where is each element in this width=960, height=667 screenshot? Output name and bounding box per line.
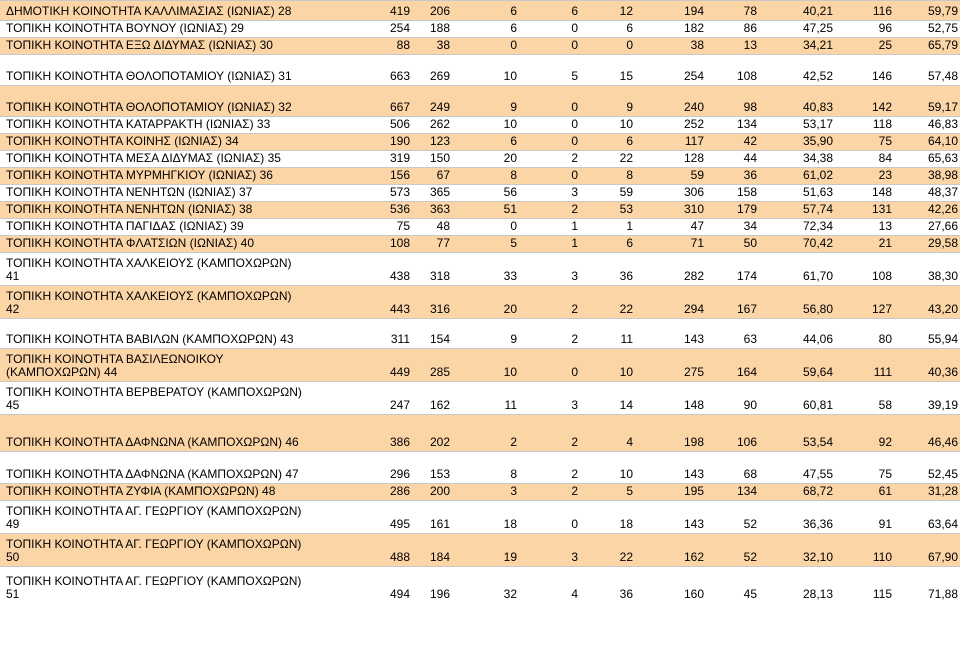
value-cell: 449 [316,349,414,382]
value-cell: 2 [452,415,519,452]
value-cell: 42,26 [894,202,960,219]
value-cell: 86 [706,21,759,38]
community-name-cell: ΤΟΠΙΚΗ ΚΟΙΝΟΤΗΤΑ ΑΓ. ΓΕΩΡΓΙΟΥ (ΚΑΜΠΟΧΩΡΩΝ) 51 [0,567,316,603]
value-cell: 0 [519,349,580,382]
value-cell: 143 [635,452,706,484]
value-cell: 67,90 [894,534,960,567]
value-cell: 59,79 [894,1,960,21]
value-cell: 71 [635,236,706,253]
value-cell: 262 [414,117,452,134]
value-cell: 88 [316,38,414,55]
value-cell: 29,58 [894,236,960,253]
table-row [0,253,960,286]
value-cell: 56 [452,185,519,202]
community-name-cell: ΤΟΠΙΚΗ ΚΟΙΝΟΤΗΤΑ ΜΕΣΑ ΔΙΔΥΜΑΣ (ΙΩΝΙΑΣ) 35 [0,151,316,168]
value-cell: 78 [706,1,759,21]
community-name-cell: ΤΟΠΙΚΗ ΚΟΙΝΟΤΗΤΑ ΕΞΩ ΔΙΔΥΜΑΣ (ΙΩΝΙΑΣ) 30 [0,38,316,55]
value-cell: 148 [835,185,894,202]
value-cell: 110 [835,534,894,567]
value-cell: 0 [519,168,580,185]
table-row [0,319,960,349]
table-row [0,484,960,501]
value-cell: 6 [519,1,580,21]
value-cell: 252 [635,117,706,134]
value-cell: 106 [706,415,759,452]
value-cell: 27,66 [894,219,960,236]
community-name-cell: ΤΟΠΙΚΗ ΚΟΙΝΟΤΗΤΑ ΜΥΡΜΗΓΚΙΟΥ (ΙΩΝΙΑΣ) 36 [0,168,316,185]
value-cell: 60,81 [759,382,835,415]
value-cell: 32 [452,567,519,603]
value-cell: 6 [452,134,519,151]
value-cell: 28,13 [759,567,835,603]
value-cell: 108 [706,55,759,86]
value-cell: 59 [580,185,635,202]
value-cell: 13 [835,219,894,236]
value-cell: 38 [635,38,706,55]
value-cell: 311 [316,319,414,349]
table-row [0,382,960,415]
value-cell: 10 [452,349,519,382]
value-cell: 31,28 [894,484,960,501]
value-cell: 5 [452,236,519,253]
value-cell: 15 [580,55,635,86]
value-cell: 2 [519,415,580,452]
community-name-cell: ΤΟΠΙΚΗ ΚΟΙΝΟΤΗΤΑ ΒΑΣΙΛΕΩΝΟΙΚΟΥ (ΚΑΜΠΟΧΩΡΩΝ) 44 [0,349,316,382]
value-cell: 5 [519,55,580,86]
community-name-cell: ΤΟΠΙΚΗ ΚΟΙΝΟΤΗΤΑ ΧΑΛΚΕΙΟΥΣ (ΚΑΜΠΟΧΩΡΩΝ) 41 [0,253,316,286]
community-name-cell: ΤΟΠΙΚΗ ΚΟΙΝΟΤΗΤΑ ΖΥΦΙΑ (ΚΑΜΠΟΧΩΡΩΝ) 48 [0,484,316,501]
value-cell: 52 [706,501,759,534]
value-cell: 23 [835,168,894,185]
value-cell: 184 [414,534,452,567]
value-cell: 153 [414,452,452,484]
value-cell: 506 [316,117,414,134]
value-cell: 55,94 [894,319,960,349]
value-cell: 22 [580,286,635,319]
value-cell: 4 [519,567,580,603]
value-cell: 56,80 [759,286,835,319]
value-cell: 64,10 [894,134,960,151]
value-cell: 0 [519,117,580,134]
value-cell: 363 [414,202,452,219]
value-cell: 63,64 [894,501,960,534]
value-cell: 0 [452,219,519,236]
table-row [0,202,960,219]
value-cell: 38,30 [894,253,960,286]
community-name-cell: ΔΗΜΟΤΙΚΗ ΚΟΙΝΟΤΗΤΑ ΚΑΛΛΙΜΑΣΙΑΣ (ΙΩΝΙΑΣ) 28 [0,1,316,21]
table-row [0,86,960,117]
value-cell: 21 [835,236,894,253]
value-cell: 48,37 [894,185,960,202]
value-cell: 52,75 [894,21,960,38]
value-cell: 167 [706,286,759,319]
value-cell: 123 [414,134,452,151]
value-cell: 194 [635,1,706,21]
value-cell: 1 [580,219,635,236]
value-cell: 154 [414,319,452,349]
value-cell: 2 [519,484,580,501]
value-cell: 0 [519,86,580,117]
value-cell: 67 [414,168,452,185]
value-cell: 0 [452,38,519,55]
value-cell: 75 [316,219,414,236]
table-row [0,38,960,55]
value-cell: 53 [580,202,635,219]
value-cell: 0 [519,21,580,38]
value-cell: 667 [316,86,414,117]
community-name-cell: ΤΟΠΙΚΗ ΚΟΙΝΟΤΗΤΑ ΔΑΦΝΩΝΑ (ΚΑΜΠΟΧΩΡΩΝ) 47 [0,452,316,484]
value-cell: 319 [316,151,414,168]
value-cell: 19 [452,534,519,567]
value-cell: 663 [316,55,414,86]
value-cell: 59 [635,168,706,185]
value-cell: 150 [414,151,452,168]
value-cell: 247 [316,382,414,415]
value-cell: 164 [706,349,759,382]
table-body [0,1,960,603]
table-row [0,567,960,603]
value-cell: 3 [519,253,580,286]
table-row [0,117,960,134]
value-cell: 188 [414,21,452,38]
value-cell: 2 [519,319,580,349]
table-row [0,286,960,319]
community-name-cell: ΤΟΠΙΚΗ ΚΟΙΝΟΤΗΤΑ ΘΟΛΟΠΟΤΑΜΙΟΥ (ΙΩΝΙΑΣ) 31 [0,55,316,86]
value-cell: 18 [580,501,635,534]
value-cell: 8 [580,168,635,185]
value-cell: 143 [635,319,706,349]
value-cell: 275 [635,349,706,382]
value-cell: 53,17 [759,117,835,134]
table-row [0,168,960,185]
value-cell: 286 [316,484,414,501]
table-row [0,501,960,534]
value-cell: 6 [452,21,519,38]
value-cell: 48 [414,219,452,236]
value-cell: 111 [835,349,894,382]
value-cell: 34,21 [759,38,835,55]
value-cell: 443 [316,286,414,319]
value-cell: 22 [580,151,635,168]
value-cell: 294 [635,286,706,319]
value-cell: 57,74 [759,202,835,219]
table-row [0,151,960,168]
value-cell: 143 [635,501,706,534]
value-cell: 6 [580,134,635,151]
value-cell: 160 [635,567,706,603]
value-cell: 36 [580,253,635,286]
value-cell: 161 [414,501,452,534]
value-cell: 45 [706,567,759,603]
value-cell: 6 [452,1,519,21]
community-name-cell: ΤΟΠΙΚΗ ΚΟΙΝΟΤΗΤΑ ΑΓ. ΓΕΩΡΓΙΟΥ (ΚΑΜΠΟΧΩΡΩΝ) 49 [0,501,316,534]
value-cell: 70,42 [759,236,835,253]
community-name-cell: ΤΟΠΙΚΗ ΚΟΙΝΟΤΗΤΑ ΘΟΛΟΠΟΤΑΜΙΟΥ (ΙΩΝΙΑΣ) 32 [0,86,316,117]
value-cell: 96 [835,21,894,38]
value-cell: 5 [580,484,635,501]
value-cell: 3 [519,382,580,415]
value-cell: 36 [706,168,759,185]
value-cell: 148 [635,382,706,415]
table-row [0,534,960,567]
value-cell: 196 [414,567,452,603]
value-cell: 131 [835,202,894,219]
value-cell: 65,63 [894,151,960,168]
value-cell: 296 [316,452,414,484]
value-cell: 40,36 [894,349,960,382]
value-cell: 254 [635,55,706,86]
value-cell: 77 [414,236,452,253]
table-row [0,21,960,38]
value-cell: 36 [580,567,635,603]
value-cell: 316 [414,286,452,319]
community-name-cell: ΤΟΠΙΚΗ ΚΟΙΝΟΤΗΤΑ ΦΛΑΤΣΙΩΝ (ΙΩΝΙΑΣ) 40 [0,236,316,253]
value-cell: 386 [316,415,414,452]
value-cell: 14 [580,382,635,415]
community-name-cell: ΤΟΠΙΚΗ ΚΟΙΝΟΤΗΤΑ ΚΟΙΝΗΣ (ΙΩΝΙΑΣ) 34 [0,134,316,151]
value-cell: 146 [835,55,894,86]
value-cell: 10 [452,55,519,86]
value-cell: 51 [452,202,519,219]
value-cell: 38 [414,38,452,55]
value-cell: 36,36 [759,501,835,534]
value-cell: 573 [316,185,414,202]
value-cell: 115 [835,567,894,603]
value-cell: 200 [414,484,452,501]
value-cell: 10 [580,117,635,134]
value-cell: 13 [706,38,759,55]
community-name-cell: ΤΟΠΙΚΗ ΚΟΙΝΟΤΗΤΑ ΝΕΝΗΤΩΝ (ΙΩΝΙΑΣ) 38 [0,202,316,219]
value-cell: 10 [580,452,635,484]
value-cell: 0 [519,501,580,534]
value-cell: 127 [835,286,894,319]
value-cell: 59,17 [894,86,960,117]
value-cell: 9 [580,86,635,117]
value-cell: 249 [414,86,452,117]
value-cell: 47 [635,219,706,236]
value-cell: 34 [706,219,759,236]
value-cell: 50 [706,236,759,253]
value-cell: 43,20 [894,286,960,319]
value-cell: 9 [452,86,519,117]
value-cell: 34,38 [759,151,835,168]
value-cell: 84 [835,151,894,168]
value-cell: 174 [706,253,759,286]
value-cell: 6 [580,236,635,253]
value-cell: 61 [835,484,894,501]
value-cell: 1 [519,219,580,236]
table-row [0,219,960,236]
value-cell: 25 [835,38,894,55]
value-cell: 75 [835,134,894,151]
value-cell: 58 [835,382,894,415]
value-cell: 40,21 [759,1,835,21]
table-row [0,1,960,21]
value-cell: 10 [580,349,635,382]
value-cell: 254 [316,21,414,38]
value-cell: 61,02 [759,168,835,185]
value-cell: 190 [316,134,414,151]
value-cell: 419 [316,1,414,21]
value-cell: 47,25 [759,21,835,38]
community-name-cell: ΤΟΠΙΚΗ ΚΟΙΝΟΤΗΤΑ ΒΟΥΝΟΥ (ΙΩΝΙΑΣ) 29 [0,21,316,38]
value-cell: 59,64 [759,349,835,382]
value-cell: 8 [452,452,519,484]
value-cell: 488 [316,534,414,567]
value-cell: 0 [580,38,635,55]
value-cell: 2 [519,151,580,168]
value-cell: 306 [635,185,706,202]
value-cell: 46,83 [894,117,960,134]
value-cell: 38,98 [894,168,960,185]
community-name-cell: ΤΟΠΙΚΗ ΚΟΙΝΟΤΗΤΑ ΠΑΓΙΔΑΣ (ΙΩΝΙΑΣ) 39 [0,219,316,236]
value-cell: 32,10 [759,534,835,567]
value-cell: 2 [519,202,580,219]
value-cell: 202 [414,415,452,452]
value-cell: 39,19 [894,382,960,415]
value-cell: 44 [706,151,759,168]
table-row [0,349,960,382]
community-name-cell: ΤΟΠΙΚΗ ΚΟΙΝΟΤΗΤΑ ΝΕΝΗΤΩΝ (ΙΩΝΙΑΣ) 37 [0,185,316,202]
value-cell: 42 [706,134,759,151]
value-cell: 91 [835,501,894,534]
value-cell: 92 [835,415,894,452]
value-cell: 9 [452,319,519,349]
community-name-cell: ΤΟΠΙΚΗ ΚΟΙΝΟΤΗΤΑ ΒΕΡΒΕΡΑΤΟΥ (ΚΑΜΠΟΧΩΡΩΝ) 45 [0,382,316,415]
value-cell: 68 [706,452,759,484]
value-cell: 57,48 [894,55,960,86]
value-cell: 116 [835,1,894,21]
value-cell: 108 [316,236,414,253]
value-cell: 90 [706,382,759,415]
value-cell: 2 [519,452,580,484]
value-cell: 11 [580,319,635,349]
value-cell: 117 [635,134,706,151]
value-cell: 12 [580,1,635,21]
community-name-cell: ΤΟΠΙΚΗ ΚΟΙΝΟΤΗΤΑ ΔΑΦΝΩΝΑ (ΚΑΜΠΟΧΩΡΩΝ) 46 [0,415,316,452]
value-cell: 51,63 [759,185,835,202]
value-cell: 195 [635,484,706,501]
community-name-cell: ΤΟΠΙΚΗ ΚΟΙΝΟΤΗΤΑ ΑΓ. ΓΕΩΡΓΙΟΥ (ΚΑΜΠΟΧΩΡΩΝ) 50 [0,534,316,567]
value-cell: 0 [519,38,580,55]
value-cell: 47,55 [759,452,835,484]
value-cell: 310 [635,202,706,219]
value-cell: 494 [316,567,414,603]
value-cell: 158 [706,185,759,202]
value-cell: 42,52 [759,55,835,86]
value-cell: 536 [316,202,414,219]
value-cell: 33 [452,253,519,286]
value-cell: 134 [706,117,759,134]
value-cell: 134 [706,484,759,501]
value-cell: 63 [706,319,759,349]
value-cell: 68,72 [759,484,835,501]
value-cell: 156 [316,168,414,185]
value-cell: 52 [706,534,759,567]
value-cell: 44,06 [759,319,835,349]
value-cell: 22 [580,534,635,567]
value-cell: 65,79 [894,38,960,55]
value-cell: 4 [580,415,635,452]
community-name-cell: ΤΟΠΙΚΗ ΚΟΙΝΟΤΗΤΑ ΚΑΤΑΡΡΑΚΤΗ (ΙΩΝΙΑΣ) 33 [0,117,316,134]
value-cell: 438 [316,253,414,286]
value-cell: 61,70 [759,253,835,286]
value-cell: 72,34 [759,219,835,236]
value-cell: 285 [414,349,452,382]
value-cell: 128 [635,151,706,168]
value-cell: 240 [635,86,706,117]
value-cell: 118 [835,117,894,134]
value-cell: 75 [835,452,894,484]
value-cell: 53,54 [759,415,835,452]
value-cell: 198 [635,415,706,452]
value-cell: 40,83 [759,86,835,117]
table-row [0,236,960,253]
value-cell: 365 [414,185,452,202]
value-cell: 206 [414,1,452,21]
value-cell: 282 [635,253,706,286]
table-row [0,452,960,484]
value-cell: 318 [414,253,452,286]
table-row [0,55,960,86]
value-cell: 20 [452,151,519,168]
value-cell: 35,90 [759,134,835,151]
value-cell: 182 [635,21,706,38]
value-cell: 3 [452,484,519,501]
value-cell: 46,46 [894,415,960,452]
community-name-cell: ΤΟΠΙΚΗ ΚΟΙΝΟΤΗΤΑ ΧΑΛΚΕΙΟΥΣ (ΚΑΜΠΟΧΩΡΩΝ) 42 [0,286,316,319]
value-cell: 52,45 [894,452,960,484]
value-cell: 98 [706,86,759,117]
community-name-cell: ΤΟΠΙΚΗ ΚΟΙΝΟΤΗΤΑ ΒΑΒΙΛΩΝ (ΚΑΜΠΟΧΩΡΩΝ) 43 [0,319,316,349]
table-row [0,134,960,151]
value-cell: 179 [706,202,759,219]
value-cell: 162 [635,534,706,567]
value-cell: 18 [452,501,519,534]
value-cell: 162 [414,382,452,415]
value-cell: 269 [414,55,452,86]
value-cell: 6 [580,21,635,38]
value-cell: 108 [835,253,894,286]
value-cell: 2 [519,286,580,319]
table-row [0,185,960,202]
value-cell: 80 [835,319,894,349]
value-cell: 3 [519,185,580,202]
value-cell: 495 [316,501,414,534]
value-cell: 8 [452,168,519,185]
table-row [0,415,960,452]
value-cell: 20 [452,286,519,319]
value-cell: 71,88 [894,567,960,603]
value-cell: 10 [452,117,519,134]
value-cell: 142 [835,86,894,117]
value-cell: 0 [519,134,580,151]
value-cell: 3 [519,534,580,567]
value-cell: 11 [452,382,519,415]
value-cell: 1 [519,236,580,253]
